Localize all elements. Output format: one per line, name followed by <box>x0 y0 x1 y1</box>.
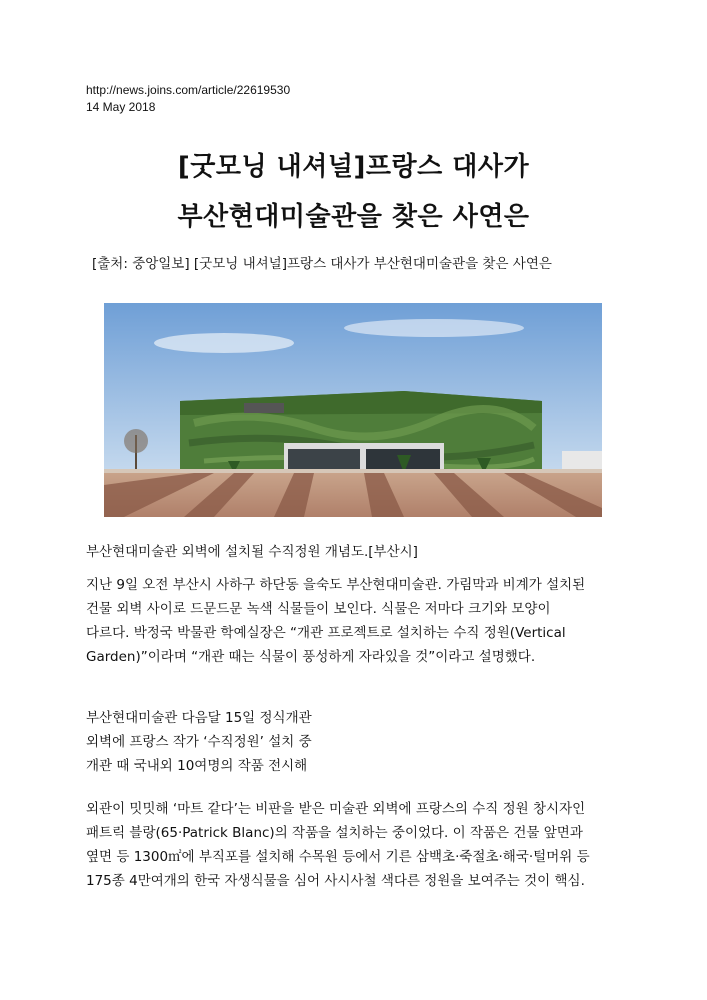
paragraph-1 <box>86 573 646 669</box>
source-line: [출처: 중앙일보] [굿모닝 내셔널]프랑스 대사가 부산현대미술관을 찾은 사연은 <box>92 256 552 272</box>
paragraph-line: 외관이 밋밋해 ‘마트 같다’는 비판을 받은 미술관 외벽에 프랑스의 수직 정원 창시자인 <box>86 801 586 817</box>
paragraph-line: Garden)”이라며 “개관 때는 식물이 풍성하게 자라있을 것”이라고 설명했다. <box>86 649 536 665</box>
paragraph-line: 175종 4만여개의 한국 자생식물을 심어 사시사철 색다른 정원을 보여주는 것이 핵심. <box>86 873 585 889</box>
paragraph-line: 패트릭 블랑(65·Patrick Blanc)의 작품을 설치하는 중이었다. 이 작품은 건물 앞면과 <box>86 825 583 841</box>
paragraph-line: 다르다. 박정국 박물관 학예실장은 “개관 프로젝트로 설치하는 수직 정원(Vertical <box>86 625 566 641</box>
museum-photo-illustration <box>104 303 602 517</box>
paragraph-line: 옆면 등 1300㎡에 부직포를 설치해 수목원 등에서 기른 삼백초·죽절초·해국·털머위 등 <box>86 849 590 865</box>
paragraph-line: 건물 외벽 사이로 드문드문 녹색 식물들이 보인다. 식물은 저마다 크기와 모양이 <box>86 601 551 617</box>
museum-photo <box>104 303 602 517</box>
photo-caption: 부산현대미술관 외벽에 설치될 수직정원 개념도.[부산시] <box>86 544 418 560</box>
subheading: 외벽에 프랑스 작가 ‘수직정원’ 설치 중 <box>86 734 312 750</box>
headline-line-2: 부산현대미술관을 찾은 사연은 <box>177 202 530 232</box>
subheading: 부산현대미술관 다음달 15일 정식개관 <box>86 710 312 726</box>
article-url[interactable]: http://news.joins.com/article/22619530 <box>86 83 291 97</box>
article-date: 14 May 2018 <box>86 100 156 114</box>
paragraph-2 <box>86 797 646 893</box>
subheading: 개관 때 국내외 10여명의 작품 전시해 <box>86 758 308 774</box>
headline-line-1: [굿모닝 내셔널]프랑스 대사가 <box>177 152 530 182</box>
subheadings <box>86 706 646 778</box>
paragraph-line: 지난 9일 오전 부산시 사하구 하단동 을숙도 부산현대미술관. 가림막과 비계가 설치된 <box>86 577 586 593</box>
